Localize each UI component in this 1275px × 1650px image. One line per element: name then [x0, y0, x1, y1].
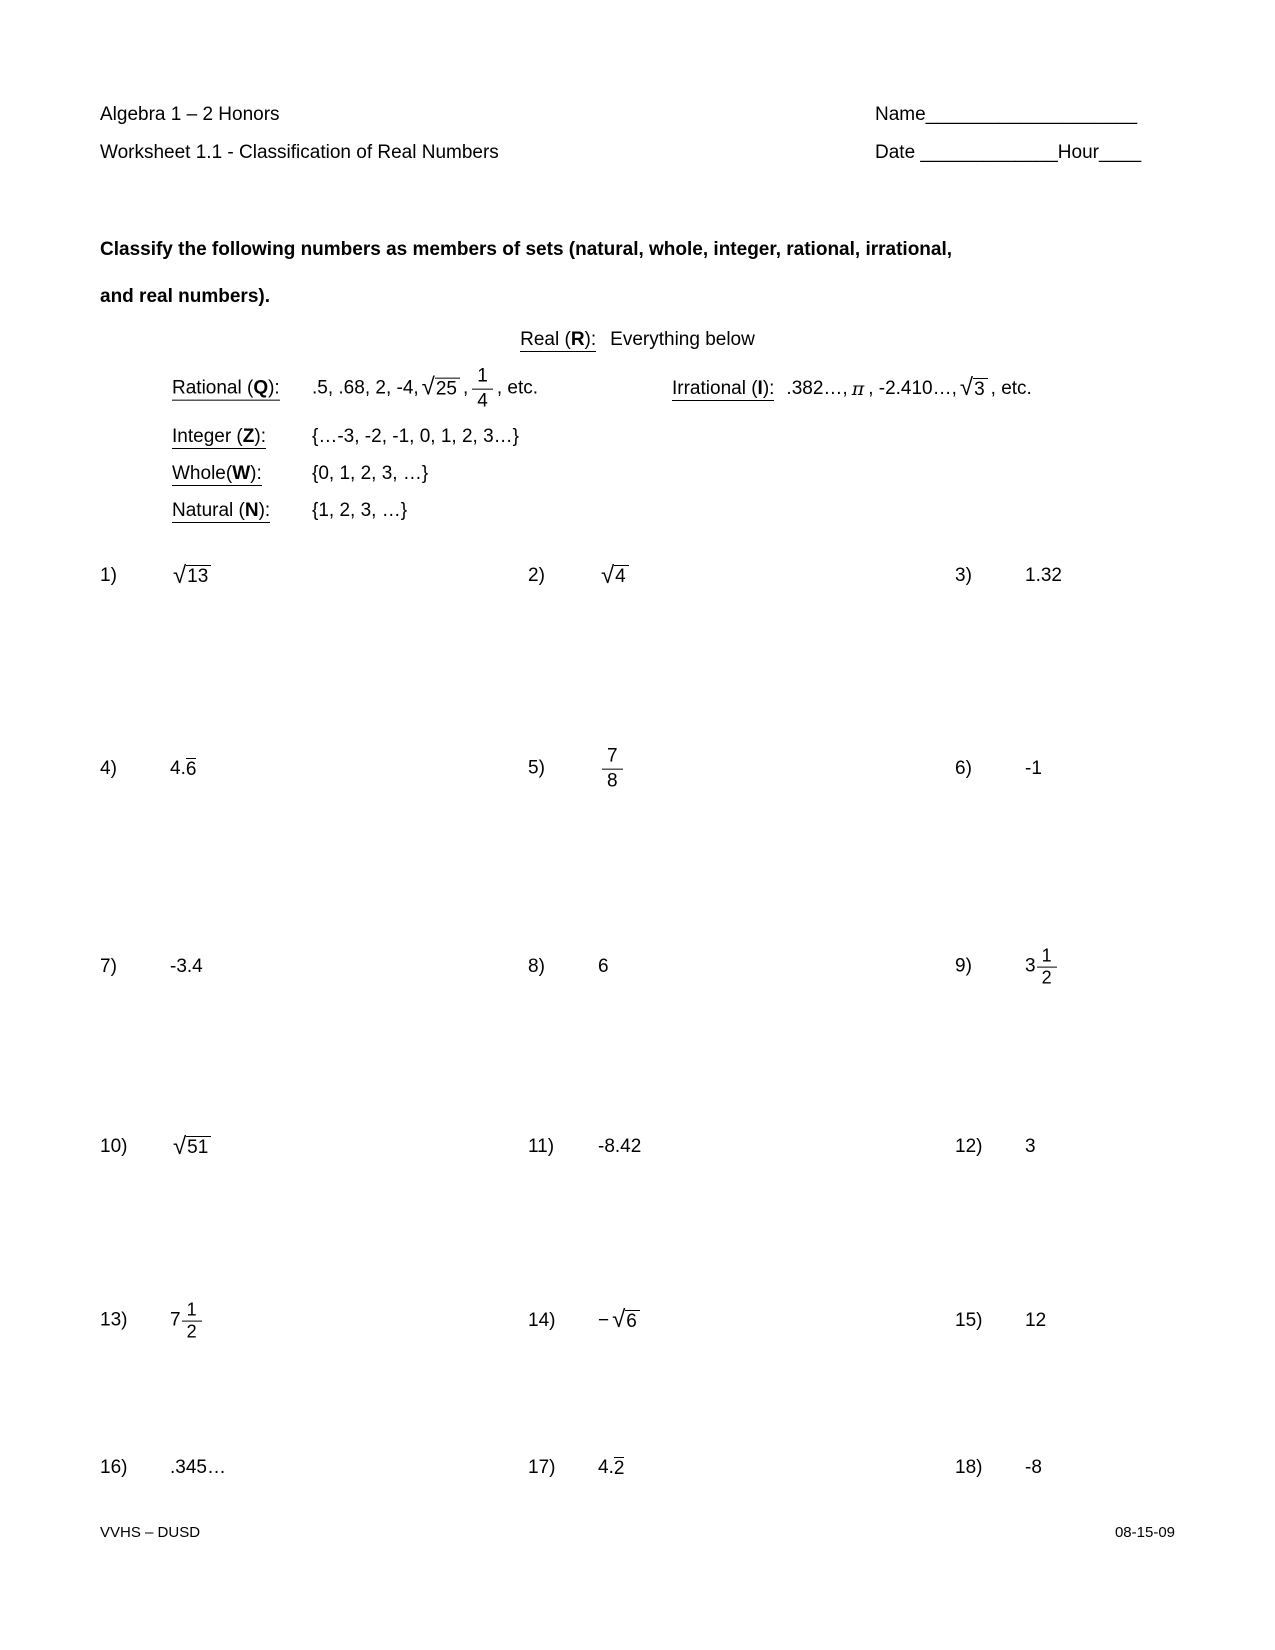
- sqrt-3: √ 3: [960, 378, 988, 400]
- problem-6: [955, 758, 1042, 780]
- sqrt-25: √ 25: [422, 378, 460, 400]
- problem-9: [955, 947, 1061, 988]
- problem-number: 16): [100, 1457, 128, 1478]
- problem-number: 7): [100, 956, 117, 977]
- problem-number: 13): [100, 1310, 128, 1331]
- problem-5: [528, 746, 627, 793]
- problem-number: 10): [100, 1136, 128, 1157]
- problem-number: 18): [955, 1457, 983, 1478]
- radical-icon: √: [421, 374, 435, 401]
- problem-11: [528, 1136, 641, 1158]
- real-set-label: Real (R):: [520, 329, 597, 350]
- problems-row-2: [100, 734, 1175, 804]
- problem-value: 4. 6: [170, 758, 197, 780]
- integer-set-items: {…-3, -2, -1, 0, 1, 2, 3…}: [312, 426, 519, 447]
- problem-value: $\frac{7}{8}$: [602, 746, 623, 793]
- header: [100, 96, 1175, 172]
- rational-set: [172, 366, 538, 413]
- problem-value: √ 4: [601, 565, 629, 587]
- problem-16: [100, 1457, 226, 1479]
- instructions: [100, 226, 1175, 320]
- integer-set: [172, 418, 1175, 455]
- repeating-digit: 6: [185, 759, 197, 780]
- problem-value: 1.32: [1025, 565, 1062, 586]
- natural-set-label: Natural (N):: [172, 500, 271, 521]
- problem-8: [528, 956, 609, 978]
- irrational-set-label: Irrational (I):: [672, 378, 775, 399]
- rational-irrational-line: [100, 360, 1175, 418]
- worksheet-title: Worksheet 1.1 - Classification of Real Numbers: [100, 142, 499, 163]
- repeating-digit: 2: [613, 1458, 625, 1479]
- name-blank-line: ____________________: [925, 104, 1138, 125]
- problem-value: 3: [1025, 1136, 1036, 1157]
- problem-number: 15): [955, 1310, 983, 1331]
- problem-number: 4): [100, 758, 117, 779]
- integer-set-label: Integer (Z):: [172, 426, 266, 447]
- problem-value: -3.4: [170, 956, 203, 977]
- hour-blank-line: ____: [1098, 142, 1142, 163]
- problems-row-1: [100, 550, 1175, 602]
- problem-13: [100, 1301, 206, 1342]
- problem-value: -8: [1025, 1457, 1042, 1478]
- real-set-line: [100, 328, 1175, 352]
- problem-12: [955, 1136, 1036, 1158]
- problem-number: 17): [528, 1457, 556, 1478]
- problem-value: √ 51: [173, 1136, 211, 1158]
- footer-school: VVHS – DUSD: [100, 1524, 201, 1541]
- instructions-line1: Classify the following numbers as members of sets (natural, whole, integer, rational, irrational,: [100, 239, 953, 260]
- course-title: Algebra 1 – 2 Honors: [100, 104, 280, 125]
- radical-icon: √: [173, 1133, 187, 1160]
- name-field: [875, 96, 1175, 134]
- real-set-desc: Everything below: [610, 329, 755, 350]
- problem-value: [598, 1306, 643, 1333]
- problem-number: 14): [528, 1310, 556, 1331]
- problem-value: 7 $\frac{1}{2}$: [170, 1301, 206, 1342]
- problem-18: [955, 1457, 1042, 1479]
- problem-value: √ 13: [173, 565, 211, 587]
- date-blank-line: _____________: [920, 142, 1058, 163]
- problem-number: 8): [528, 956, 545, 977]
- whole-set: [172, 455, 1175, 492]
- minus-sign: −: [598, 1310, 610, 1331]
- problem-value: -8.42: [598, 1136, 642, 1157]
- problems-row-6: [100, 1442, 1175, 1494]
- problem-number: 6): [955, 758, 972, 779]
- footer: [100, 1524, 1175, 1541]
- mixed-fraction: $\frac{1}{2}$: [182, 1301, 202, 1342]
- problem-value: .345…: [170, 1457, 226, 1478]
- problem-number: 12): [955, 1136, 983, 1157]
- fraction-1-4: $\frac{1}{4}$: [472, 366, 493, 413]
- problem-number: 3): [955, 565, 972, 586]
- sets-reference: [100, 328, 1175, 529]
- problem-number: 1): [100, 565, 117, 586]
- irrational-examples-mid: , -2.410…,: [868, 378, 957, 399]
- header-left: [100, 96, 499, 172]
- problem-2: [528, 562, 632, 589]
- whole-set-label: Whole(W):: [172, 463, 262, 484]
- natural-set-items: {1, 2, 3, …}: [312, 500, 408, 521]
- problem-value: 3 $\frac{1}{2}$: [1025, 947, 1061, 988]
- radical-icon: √: [959, 374, 974, 401]
- irrational-set: [672, 374, 1032, 401]
- rational-set-label: Rational (Q):: [172, 378, 280, 399]
- whole-set-items: {0, 1, 2, 3, …}: [312, 463, 429, 484]
- problem-value: -1: [1025, 758, 1042, 779]
- problem-7: [100, 956, 203, 978]
- problem-15: [955, 1310, 1046, 1332]
- problem-1: [100, 562, 214, 589]
- problem-4: [100, 758, 196, 780]
- instructions-line2: and real numbers).: [100, 286, 270, 307]
- sqrt-6: √ 6: [612, 1310, 640, 1332]
- problem-17: [528, 1457, 624, 1479]
- problem-3: [955, 565, 1062, 587]
- header-right: [875, 96, 1175, 172]
- radical-icon: √: [612, 1306, 626, 1333]
- natural-set: [172, 492, 1175, 529]
- problem-value: 4. 2: [598, 1457, 625, 1479]
- rational-examples-post: , etc.: [496, 378, 539, 399]
- rational-separator: ,: [462, 378, 469, 399]
- problem-14: [528, 1306, 643, 1333]
- footer-date: 08-15-09: [1114, 1524, 1175, 1541]
- rational-examples-pre: .5, .68, 2, -4,: [312, 378, 419, 399]
- problem-number: 9): [955, 956, 972, 977]
- pi-symbol: π: [851, 378, 865, 400]
- problem-value: 12: [1025, 1310, 1047, 1331]
- mixed-fraction: $\frac{1}{2}$: [1037, 947, 1057, 988]
- irrational-examples-pre: .382…,: [786, 378, 848, 399]
- problem-10: [100, 1133, 214, 1160]
- name-label: Name: [875, 104, 926, 125]
- irrational-examples-post: , etc.: [990, 378, 1032, 399]
- date-hour-field: [875, 134, 1175, 172]
- problem-number: 11): [528, 1136, 555, 1157]
- radical-icon: √: [601, 562, 615, 589]
- problems-row-3: [100, 932, 1175, 1002]
- problem-number: 2): [528, 565, 545, 586]
- radical-icon: √: [173, 562, 187, 589]
- problem-number: 5): [528, 758, 545, 779]
- problem-value: 6: [598, 956, 609, 977]
- hour-label: Hour: [1057, 142, 1099, 163]
- problems-row-4: [100, 1121, 1175, 1173]
- date-label: Date: [875, 142, 921, 163]
- problems-row-5: [100, 1286, 1175, 1356]
